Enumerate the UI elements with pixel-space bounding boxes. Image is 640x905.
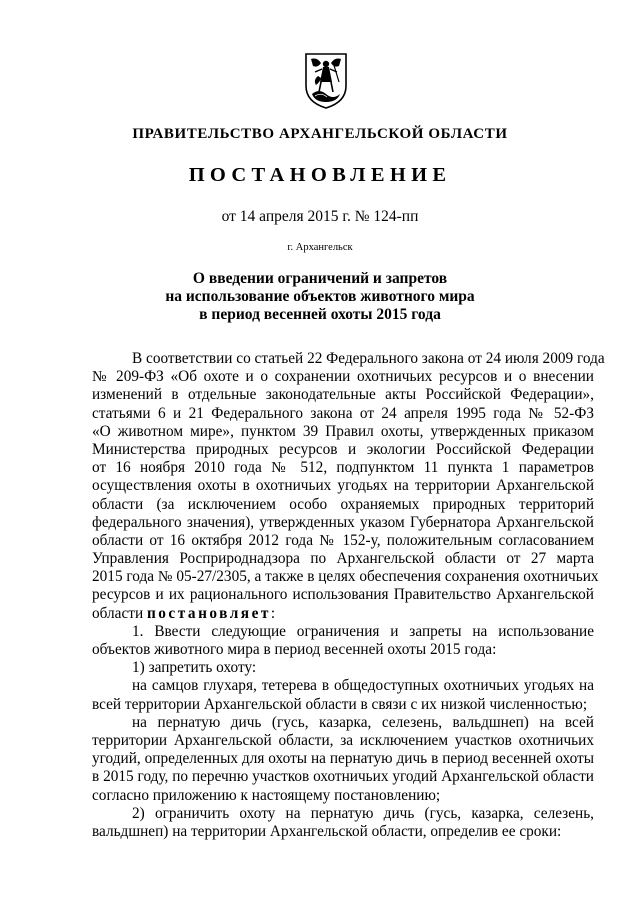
preamble-final-suffix: : xyxy=(270,604,276,622)
preamble-line: Министерства природных ресурсов и экологии Российской Федерации xyxy=(92,440,594,458)
paragraph-b-line: в 2015 году, по перечню участков охотничьих угодий Архангельской области xyxy=(92,768,594,786)
preamble-final-line xyxy=(92,605,594,623)
item-1-line: объектов животного мира в период весенней охоты 2015 года: xyxy=(92,641,497,658)
preamble-line: статьями 6 и 21 Федерального закона от 24 апреля 1995 года № 52-ФЗ xyxy=(92,404,594,422)
resolves-word: постановляет xyxy=(146,604,271,622)
coat-of-arms-emblem xyxy=(303,52,349,110)
preamble-line: Управления Росприроднадзора по Архангельской области от 27 марта xyxy=(92,550,594,568)
preamble-line: № 209-ФЗ «Об охоте и о сохранении охотничьих ресурсов и о внесении xyxy=(92,368,594,386)
preamble-line: федерального значения), утвержденных указом Губернатора Архангельской xyxy=(92,513,594,531)
preamble-line: 2015 года № 05-27/2305, а также в целях обеспечения сохранения охотничьих xyxy=(92,568,599,586)
paragraph-b-line: на пернатую дичь (гусь, казарка, селезень, вальдшнеп) на всей xyxy=(132,713,594,731)
preamble-line: «О животном мире», пунктом 39 Правил охоты, утвержденных приказом xyxy=(92,422,594,440)
preamble-line: области от 16 октября 2012 года № 152-у, положительным согласованием xyxy=(92,531,594,549)
preamble-line: изменений в отдельные законодательные акты Российской Федерации», xyxy=(92,386,594,404)
document-type: ПОСТАНОВЛЕНИЕ xyxy=(188,164,452,186)
document-date-number: от 14 апреля 2015 г. № 124-пп xyxy=(221,208,419,225)
heading-line: О введении ограничений и запретов xyxy=(192,270,448,287)
document-heading xyxy=(120,270,520,324)
preamble-line: ресурсов и их рационального использования Правительство Архангельской xyxy=(92,586,594,604)
paragraph-b-line: согласно приложению к настоящему постановлению; xyxy=(92,786,441,804)
preamble-line: от 16 ноября 2010 года № 512, подпунктом 11 пункта 1 параметров xyxy=(92,459,594,477)
heading-line: в период весенней охоты 2015 года xyxy=(199,306,441,323)
government-name: ПРАВИТЕЛЬСТВО АРХАНГЕЛЬСКОЙ ОБЛАСТИ xyxy=(132,126,508,142)
document-body xyxy=(92,350,605,841)
paragraph-a-line: на самцов глухаря, тетерева в общедоступных охотничьих угодьях на xyxy=(132,677,594,695)
heading-line: на использование объектов животного мира xyxy=(165,288,475,305)
paragraph-b-line: угодий, определенных для охоты на пернатую дичь в период весенней охоты xyxy=(92,750,594,768)
paragraph-b-line: территории Архангельской области, за исключением участков охотничьих xyxy=(92,731,594,749)
preamble-line: В соответствии со статьей 22 Федерального закона от 24 июля 2009 года xyxy=(132,350,605,367)
item-1-2-line: вальдшнеп) на территории Архангельской области, определив ее сроки: xyxy=(92,822,562,840)
document-city: г. Архангельск xyxy=(287,242,353,253)
paragraph-a-line: всей территории Архангельской области в связи с их низкой численностью; xyxy=(92,695,588,713)
item-1-2-line: 2) ограничить охоту на пернатую дичь (гусь, казарка, селезень, xyxy=(132,804,594,822)
preamble-line: осуществления охоты в охотничьих угодьях на территории Архангельской xyxy=(92,477,594,495)
item-1-line: 1. Ввести следующие ограничения и запреты на использование xyxy=(132,622,594,640)
item-1-1-line: 1) запретить охоту: xyxy=(132,659,257,677)
preamble-line: области (за исключением особо охраняемых природных территорий xyxy=(92,495,594,513)
preamble-final-prefix: области xyxy=(92,604,144,622)
